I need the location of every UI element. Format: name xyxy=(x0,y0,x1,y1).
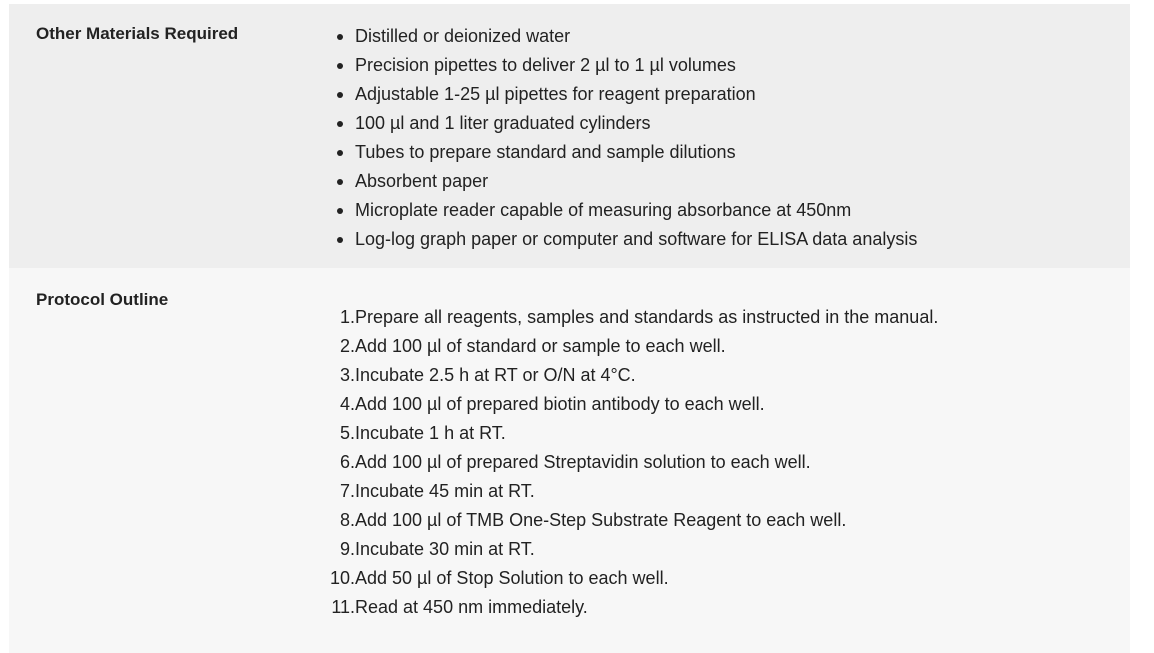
step-text: Incubate 45 min at RT. xyxy=(355,481,535,501)
protocol-list xyxy=(309,303,1130,622)
materials-row xyxy=(9,4,1130,268)
protocol-step xyxy=(309,303,1130,332)
materials-item: Adjustable 1-25 µl pipettes for reagent preparation xyxy=(336,80,1130,109)
step-number: 9. xyxy=(339,539,355,559)
materials-content xyxy=(309,22,1130,268)
step-number: 8. xyxy=(339,510,355,530)
step-text: Add 100 µl of prepared Streptavidin solution to each well. xyxy=(355,452,811,472)
step-text: Read at 450 nm immediately. xyxy=(355,597,588,617)
protocol-row xyxy=(9,268,1130,653)
materials-item: Precision pipettes to deliver 2 µl to 1 µl volumes xyxy=(336,51,1130,80)
protocol-step xyxy=(309,448,1130,477)
protocol-step xyxy=(309,564,1130,593)
step-number: 11. xyxy=(331,597,355,617)
spec-table xyxy=(9,4,1130,653)
materials-item: Distilled or deionized water xyxy=(336,22,1130,51)
step-number: 7. xyxy=(339,481,355,501)
materials-label: Other Materials Required xyxy=(36,24,239,43)
protocol-step xyxy=(309,477,1130,506)
materials-item: Absorbent paper xyxy=(336,167,1130,196)
materials-item: Tubes to prepare standard and sample dilutions xyxy=(336,138,1130,167)
materials-list xyxy=(336,22,1130,254)
step-number: 3. xyxy=(339,365,355,385)
protocol-step xyxy=(309,361,1130,390)
step-number: 2. xyxy=(339,336,355,356)
step-text: Incubate 30 min at RT. xyxy=(355,539,535,559)
step-number: 1. xyxy=(339,307,355,327)
protocol-content xyxy=(309,288,1130,653)
protocol-label: Protocol Outline xyxy=(36,290,169,309)
step-text: Incubate 2.5 h at RT or O/N at 4°C. xyxy=(355,365,636,385)
protocol-step xyxy=(309,332,1130,361)
step-number: 10. xyxy=(329,568,355,588)
protocol-step xyxy=(309,506,1130,535)
step-text: Incubate 1 h at RT. xyxy=(355,423,506,443)
step-number: 4. xyxy=(339,394,355,414)
protocol-step xyxy=(309,419,1130,448)
step-number: 5. xyxy=(339,423,355,443)
step-text: Add 50 µl of Stop Solution to each well. xyxy=(355,568,669,588)
step-text: Add 100 µl of standard or sample to each well. xyxy=(355,336,726,356)
materials-item: 100 µl and 1 liter graduated cylinders xyxy=(336,109,1130,138)
step-number: 6. xyxy=(339,452,355,472)
materials-item: Log-log graph paper or computer and software for ELISA data analysis xyxy=(336,225,1130,254)
step-text: Add 100 µl of TMB One-Step Substrate Reagent to each well. xyxy=(355,510,847,530)
protocol-step xyxy=(309,535,1130,564)
protocol-step xyxy=(309,390,1130,419)
step-text: Prepare all reagents, samples and standards as instructed in the manual. xyxy=(355,307,939,327)
protocol-step xyxy=(309,593,1130,622)
step-text: Add 100 µl of prepared biotin antibody to each well. xyxy=(355,394,765,414)
materials-item: Microplate reader capable of measuring absorbance at 450nm xyxy=(336,196,1130,225)
